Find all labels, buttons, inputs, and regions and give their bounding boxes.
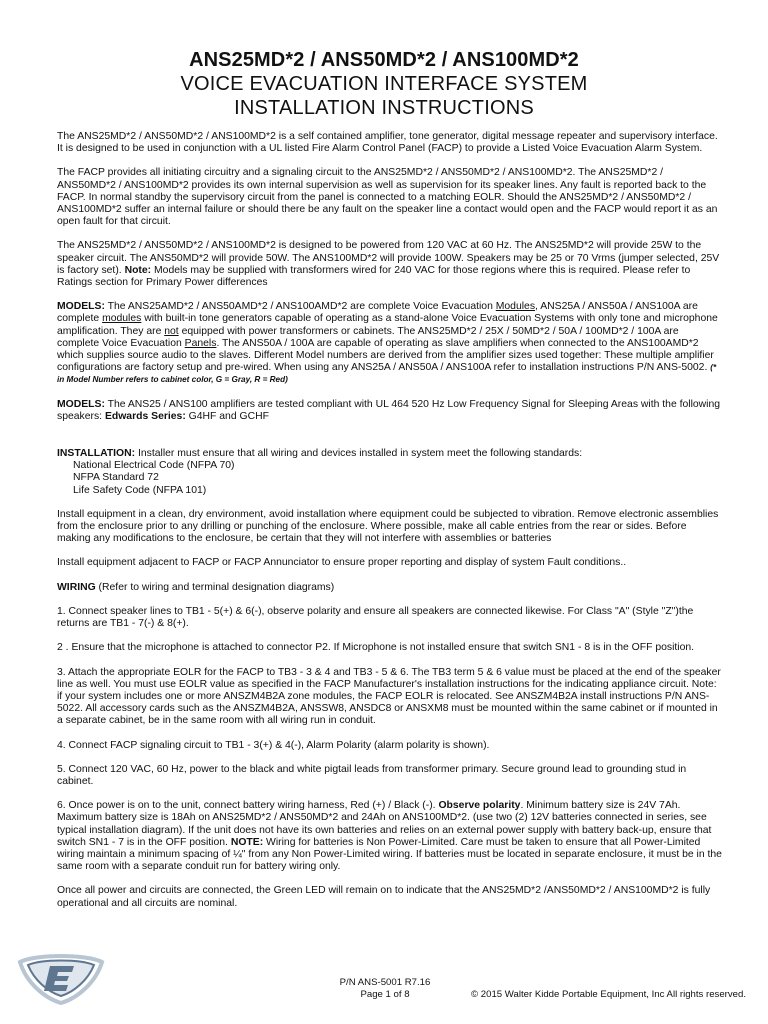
- step6-observe-polarity: Observe polarity: [438, 800, 521, 812]
- models-underline-panels: Panels: [184, 337, 217, 349]
- installation-text: Installer must ensure that all wiring and devices installed in system meet the following standards:: [135, 448, 583, 460]
- models-underline-not: not: [164, 325, 179, 337]
- models-text-2: , ANS25A / ANS50A / ANS100A are complete: [57, 301, 698, 325]
- wiring-label: WIRING: [57, 581, 96, 593]
- wiring-step-6: [57, 800, 722, 873]
- title-model-numbers: ANS25MD*2 / ANS50MD*2 / ANS100MD*2: [189, 49, 579, 71]
- standards-list: [73, 460, 722, 497]
- facp-paragraph: The FACP provides all initiating circuitry and a signaling circuit to the ANS25MD*2 / ANS50MD*2 / ANS100MD*2. The ANS25MD*2 / ANS50MD*2 / ANS100MD*2 provides its own internal supervision as well as supervision for its speaker lines. Any fault is reported back to the FACP. In normal standby the supervisory circuit from the panel is connected to a matching EOLR. Should the ANS25MD*2 / ANS50MD*2 / ANS100MD*2 suffer an internal failure or should there be any fault on the speaker line a contact would open and the FACP would report it as an open fault for that circuit.: [57, 167, 718, 228]
- models-paragraph: [57, 301, 722, 386]
- wiring-step-2: 2 . Ensure that the microphone is attached to connector P2. If Microphone is not installed ensure that switch SN1 - 8 is in the OFF position.: [57, 642, 695, 654]
- models-ul-tail: G4HF and GCHF: [185, 410, 269, 422]
- models-ul-label: MODELS:: [57, 398, 105, 410]
- document-title: [0, 48, 768, 120]
- models-label: MODELS:: [57, 301, 105, 313]
- models-underline-modules-lower: modules: [102, 313, 142, 325]
- installation-paragraph: [57, 448, 722, 460]
- power-paragraph: [57, 240, 722, 289]
- wiring-text: (Refer to wiring and terminal designation diagrams): [95, 581, 335, 593]
- final-paragraph: Once all power and circuits are connected, the Green LED will remain on to indicate that the ANS25MD*2 /ANS50MD*2 / ANS100MD*2 is fully operational and all circuits are nominal.: [57, 885, 711, 909]
- intro-paragraph: The ANS25MD*2 / ANS50MD*2 / ANS100MD*2 is a self contained amplifier, tone generator, digital message repeater and supervisory interface. It is designed to be used in conjunction with a UL listed Fire Alarm Control Panel (FACP) to provide a Listed Voice Evacuation Alarm System.: [57, 131, 718, 155]
- adjacent-paragraph: Install equipment adjacent to FACP or FACP Annunciator to ensure proper reporting and display of system Fault conditions..: [57, 557, 627, 569]
- power-note-text: Models may be supplied with transformers wired for 240 VAC for those regions where this is required. Please refer to Ratings section for Primary Power differences: [57, 264, 691, 289]
- title-system-name: VOICE EVACUATION INTERFACE SYSTEM: [180, 73, 588, 95]
- wiring-step-1: 1. Connect speaker lines to TB1 - 5(+) & 6(-), observe polarity and ensure all speakers are connected likewise. For Class "A" (Style "Z")the returns are TB1 - 7(-) & 8(+).: [57, 605, 694, 630]
- document-body: [57, 131, 722, 922]
- standard-item: Life Safety Code (NFPA 101): [73, 484, 207, 496]
- title-document-type: INSTALLATION INSTRUCTIONS: [234, 97, 534, 119]
- power-note-label: Note:: [124, 264, 152, 276]
- standard-item: National Electrical Code (NFPA 70): [73, 460, 235, 472]
- wiring-step-5: 5. Connect 120 VAC, 60 Hz, power to the black and white pigtail leads from transformer primary. Secure ground lead to grounding stud in cabinet.: [57, 763, 687, 787]
- power-text: The ANS25MD*2 / ANS50MD*2 / ANS100MD*2 is designed to be powered from 120 VAC at 60 Hz. The ANS25MD*2 will provide 25W to the speaker circuit. The ANS50MD*2 will provide 50W. The ANS100MD*2 will provide 100W. Speakers may be 25 or 70 Vrms (jumper selected, 25V is factory set).: [57, 240, 720, 276]
- wiring-heading: [57, 582, 722, 594]
- models-color-note: (* in Model Number refers to cabinet color, G = Gray, R = Red): [57, 363, 717, 385]
- footer-pn-text: P/N ANS-5001 R7.16: [339, 977, 431, 988]
- environment-paragraph: Install equipment in a clean, dry environment, avoid installation where equipment could be subjected to vibration. Remove electronic assemblies from the enclosure prior to any drilling or punching of the enclosure. Where possible, make all cable entries from the rear or sides. Before making any modifications to the enclosure, be certain that they will not interfere with assemblies or batteries: [57, 508, 719, 545]
- step6-text-3: Wiring for batteries is Non Power-Limited. Care must be taken to ensure that all Power-Limited wiring maintain a minimum spacing of ¼" from any Non Power-Limited wiring. If batteries must be located in separate enclosure, it must be in the same room with a separate conduit run for battery wiring only.: [57, 836, 722, 873]
- models-text-4: equipped with power transformers or cabinets. The ANS25MD*2 / 25X / 50MD*2 / 50A / 100MD*2 / 100A are complete Voice Evacuation: [57, 325, 679, 349]
- models-ul-text: The ANS25 / ANS100 amplifiers are tested compliant with UL 464 520 Hz Low Frequency Signal for Sleeping Areas with the following speakers:: [57, 398, 721, 422]
- step6-text-1: 6. Once power is on to the unit, connect battery wiring harness, Red (+) / Black (-).: [57, 800, 439, 812]
- installation-label: INSTALLATION:: [57, 448, 136, 460]
- wiring-step-3: 3. Attach the appropriate EOLR for the FACP to TB3 - 3 & 4 and TB3 - 5 & 6. The TB3 term 5 & 6 value must be placed at the end of the speaker line as well. You must use EOLR value as specified in the FACP Manufacturer's installation instructions for the indicating appliance circuit. Note: if your system includes one or more ANSZM4B2A zone modules, the FACP EOLR is relocated. See ANSZM4B2A install instructions P/N ANS-5022. All accessory cards such as the ANSZM4B2A, ANSSW8, ANSDC8 or ANSXM8 must be mounted within the same cabinet or if mounted in a separate cabinet, be in the same room with all wiring run in conduit.: [57, 666, 721, 727]
- models-underline-modules: Modules: [495, 301, 536, 313]
- footer-part-number: [300, 977, 470, 1001]
- footer-copyright: © 2015 Walter Kidde Portable Equipment, Inc All rights reserved.: [471, 989, 746, 1000]
- models-ul-series: Edwards Series:: [104, 410, 186, 422]
- models-ul-paragraph: [57, 399, 722, 423]
- models-text-5: . The ANS50A / 100A are capable of operating as slave amplifiers when connected to the ANS100AMD*2 which supplies source audio to the slaves. Different Model numbers are derived from the amplifier sizes used together: These multiple amplifier configurations are factory setup and pre-wired. When using any ANS25A / ANS50A / ANS100A refer to installation instructions P/N ANS-5002.: [57, 337, 714, 374]
- models-text-3: with built-in tone generators capable of operating as a stand-alone Voice Evacuation Systems with only tone and microphone amplification. They are: [57, 313, 718, 337]
- wiring-step-4: 4. Connect FACP signaling circuit to TB1 - 3(+) & 4(-), Alarm Polarity (alarm polarity is shown).: [57, 739, 490, 751]
- step6-note-label: NOTE:: [230, 836, 264, 848]
- standard-item: NFPA Standard 72: [73, 472, 159, 484]
- edwards-shield-logo-icon: [16, 948, 106, 1006]
- step6-text-2: . Minimum battery size is 24V 7Ah. Maximum battery size is 18Ah on ANS25MD*2 / ANS50MD*2 and 24Ah on ANS100MD*2. (use two (2) 12V batteries connected in series, see typical installation diagram). If the unit does not have its own batteries and relies on an external power supply with battery back-up, ensure that switch SN1 - 7 is in the OFF position.: [57, 800, 712, 848]
- models-text-1: The ANS25AMD*2 / ANS50AMD*2 / ANS100AMD*2 are complete Voice Evacuation: [104, 301, 496, 313]
- footer-page-number: Page 1 of 8: [360, 989, 410, 1000]
